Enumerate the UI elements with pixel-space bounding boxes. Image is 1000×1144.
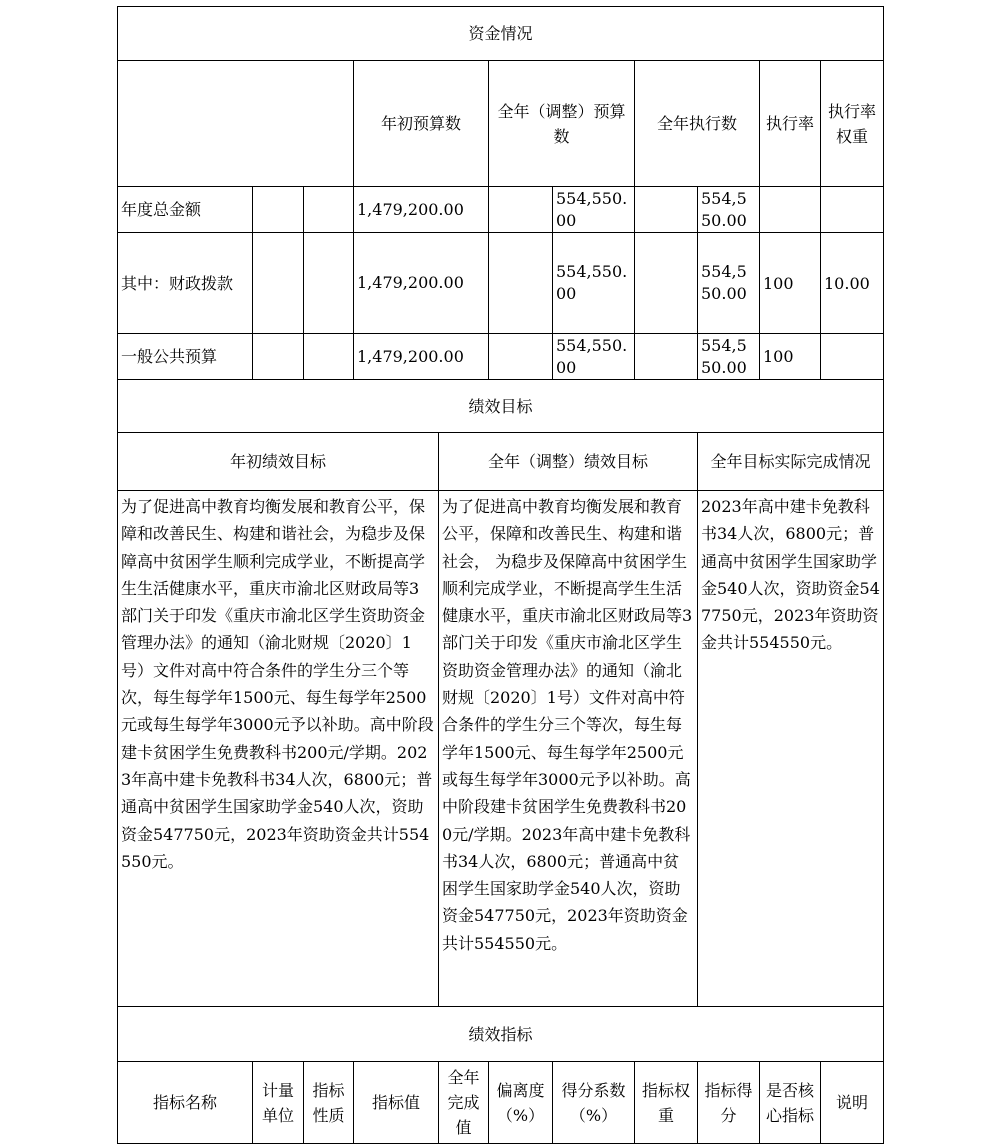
funds-row-executed: 554,550.00 bbox=[698, 187, 760, 233]
funds-row-adjusted: 554,550.00 bbox=[553, 187, 635, 233]
empty-cell bbox=[253, 233, 304, 334]
empty-cell bbox=[635, 334, 698, 380]
funds-row-initial: 1,479,200.00 bbox=[354, 334, 489, 380]
empty-cell bbox=[635, 187, 698, 233]
funds-header-weight: 执行率权重 bbox=[821, 61, 884, 187]
empty-cell bbox=[253, 187, 304, 233]
funds-row-initial: 1,479,200.00 bbox=[354, 233, 489, 334]
section-title-funds: 资金情况 bbox=[118, 7, 884, 61]
funds-row-label: 其中：财政拨款 bbox=[118, 233, 253, 334]
empty-cell bbox=[489, 334, 553, 380]
indicator-header-completed: 全年完成值 bbox=[439, 1062, 489, 1144]
goals-adjusted-text: 为了促进高中教育均衡发展和教育公平，保障和改善民生、构建和谐社会， 为稳步及保障高中贫困学生顺利完成学业，不断提高学生生活健康水平，重庆市渝北区财政局等3部门关于印发《重庆市渝北区学生资助资金管理办法》的通知（渝北财规〔2020〕1号）文件对高中符合条件的学生分三个等次，每生每学年1500元、每生每学年2500元或每生每学年3000元予以补助。高中阶段建卡贫困学生免费教科书200元/学期。2023年高中建卡免教科书34人次，6800元；普通高中贫困学生国家助学金540人次，资助资金547750元，2023年资助资金共计554550元。 bbox=[439, 491, 698, 1007]
funds-row-rate: 100 bbox=[760, 233, 821, 334]
funds-row-executed: 554,550.00 bbox=[698, 334, 760, 380]
funds-row bbox=[118, 187, 884, 233]
funds-row-adjusted: 554,550.00 bbox=[553, 334, 635, 380]
indicator-header-score: 指标得分 bbox=[698, 1062, 760, 1144]
funds-row bbox=[118, 334, 884, 380]
empty-cell bbox=[489, 187, 553, 233]
funds-row-label: 年度总金额 bbox=[118, 187, 253, 233]
indicator-header-deviation: 偏离度（%） bbox=[489, 1062, 553, 1144]
indicator-header-core: 是否核心指标 bbox=[760, 1062, 821, 1144]
empty-cell bbox=[635, 233, 698, 334]
funds-row-initial: 1,479,200.00 bbox=[354, 187, 489, 233]
section-title-indicators: 绩效指标 bbox=[118, 1007, 884, 1062]
funds-header-blank bbox=[118, 61, 354, 187]
empty-cell bbox=[304, 187, 354, 233]
empty-cell bbox=[253, 334, 304, 380]
funds-row-weight: 10.00 bbox=[821, 233, 884, 334]
performance-table bbox=[117, 6, 884, 1144]
funds-row-label: 一般公共预算 bbox=[118, 334, 253, 380]
indicator-header-name: 指标名称 bbox=[118, 1062, 253, 1144]
indicator-header-unit: 计量单位 bbox=[253, 1062, 304, 1144]
funds-row-rate bbox=[760, 187, 821, 233]
funds-header-initial: 年初预算数 bbox=[354, 61, 489, 187]
indicator-header-coefficient: 得分系数（%） bbox=[553, 1062, 635, 1144]
funds-header-executed: 全年执行数 bbox=[635, 61, 760, 187]
funds-header-rate: 执行率 bbox=[760, 61, 821, 187]
goals-header-adjusted: 全年（调整）绩效目标 bbox=[439, 433, 698, 491]
empty-cell bbox=[489, 233, 553, 334]
section-title-goals: 绩效目标 bbox=[118, 380, 884, 433]
indicator-header-weight: 指标权重 bbox=[635, 1062, 698, 1144]
funds-row-weight bbox=[821, 187, 884, 233]
indicator-header-nature: 指标性质 bbox=[304, 1062, 354, 1144]
empty-cell bbox=[304, 233, 354, 334]
funds-row-rate: 100 bbox=[760, 334, 821, 380]
goals-header-actual: 全年目标实际完成情况 bbox=[698, 433, 884, 491]
goals-header-initial: 年初绩效目标 bbox=[118, 433, 439, 491]
indicator-header-value: 指标值 bbox=[354, 1062, 439, 1144]
indicator-header-note: 说明 bbox=[821, 1062, 884, 1144]
funds-header-adjusted: 全年（调整）预算数 bbox=[489, 61, 635, 187]
funds-row-weight bbox=[821, 334, 884, 380]
funds-row-adjusted: 554,550.00 bbox=[553, 233, 635, 334]
empty-cell bbox=[304, 334, 354, 380]
goals-actual-text: 2023年高中建卡免教科书34人次，6800元；普通高中贫困学生国家助学金540人次，资助资金547750元，2023年资助资金共计554550元。 bbox=[698, 491, 884, 1007]
funds-row bbox=[118, 233, 884, 334]
funds-row-executed: 554,550.00 bbox=[698, 233, 760, 334]
goals-initial-text: 为了促进高中教育均衡发展和教育公平，保障和改善民生、构建和谐社会，为稳步及保障高中贫困学生顺利完成学业，不断提高学生生活健康水平，重庆市渝北区财政局等3部门关于印发《重庆市渝北区学生资助资金管理办法》的通知（渝北财规〔2020〕1号）文件对高中符合条件的学生分三个等次，每生每学年1500元、每生每学年2500元或每生每学年3000元予以补助。高中阶段建卡贫困学生免费教科书200元/学期。2023年高中建卡免教科书34人次，6800元；普通高中贫困学生国家助学金540人次，资助资金547750元，2023年资助资金共计554550元。 bbox=[118, 491, 439, 1007]
